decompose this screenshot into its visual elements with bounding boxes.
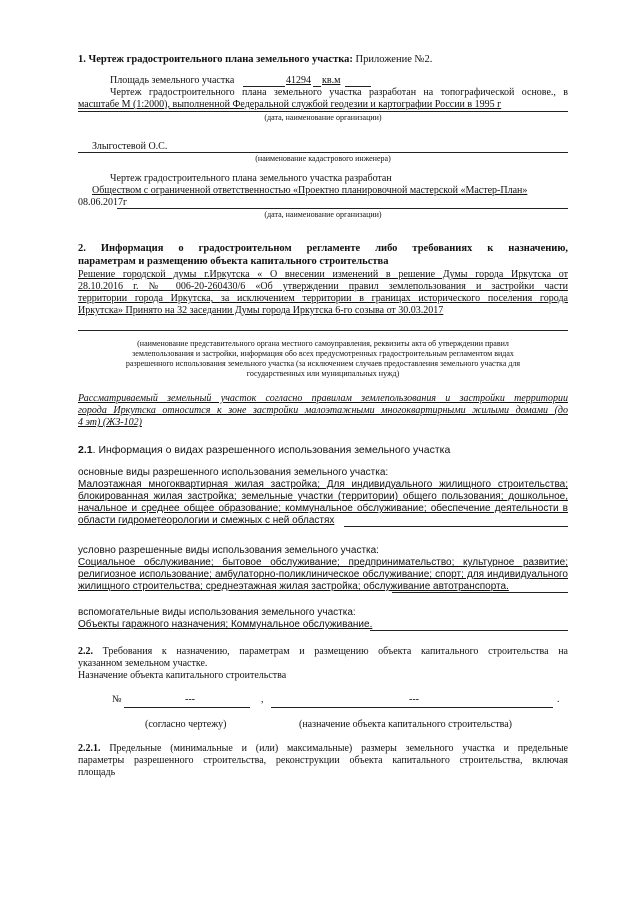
engineer-name: Злыгостевой О.С. [92,141,168,152]
decision-line-1: Решение городской думы г.Иркутска « О внесении изменений в решение Думы города Иркутска от [78,269,568,280]
section-2-2-1-line-3: площадь [78,767,116,778]
conditional-uses-line-3: жилищного строительства; среднеэтажная жилая застройка; обслуживание автотранспорта. [78,581,509,592]
section-2-2-line-3: Назначение объекта капитального строительства [78,670,287,681]
drawing-basis-rule [78,111,568,112]
section-2-heading-line-2: параметрам и размещению объекта капитального строительства [78,256,389,267]
purpose-period: . [557,694,560,705]
number-label: № [112,694,122,705]
purpose-rule [271,707,553,708]
conditional-uses-line-2: религиозное использование; амбулаторно-поликлиническое обслуживание; спорт; для индивидуального [78,569,568,580]
section-2-2-1-line-1-text: Предельные (минимальные и (или) максимальные) размеры земельного участка и предельные [100,743,568,754]
section-2-2-line-1 [78,646,568,658]
main-uses-rule [344,526,568,527]
drawing-basis-line-1: Чертеж градостроительного плана земельного участка разработан на топографической основе., в [110,87,568,98]
auxiliary-uses-rule [370,630,568,631]
number-comma: , [261,694,264,705]
purpose-value: --- [409,694,419,705]
area-value: 41294 [286,75,311,86]
auxiliary-uses-label: вспомогательные виды использования земельного участка: [78,607,356,618]
engineer-rule [78,152,568,153]
main-uses-line-2: блокированная жилая застройка; земельные участки (территории) общего пользования; дошкольное, [78,491,568,502]
main-uses-line-4: области гидрометеорологии и смежных с ней областях [78,515,335,526]
number-value: --- [185,694,195,705]
caption-purpose: (назначение объекта капитального строительства) [299,719,512,730]
main-uses-line-1: Малоэтажная многоквартирная жилая застройка; Для индивидуального жилищного строительства; [78,479,568,490]
decision-line-4: Иркутска» Принято на 32 заседании Думы города Иркутска 6-го созыва от 30.03.2017 [78,305,444,316]
zone-line-2: города Иркутска относится к зоне застройки малоэтажными многоквартирными жилыми домами (до [78,405,568,416]
section-1-title-bold: 1. Чертеж градостроительного плана земельного участка: [78,54,353,65]
decision-line-2: 28.10.2016 г. № 006-20-260430/6 «Об утверждении правил землепользования и застройки части [78,281,568,292]
section-2-1-title [78,444,450,456]
caption-date-org-2: (дата, наименование организации) [264,210,382,219]
decision-rule [78,330,568,331]
decision-note-line-2: землепользования и застройки, информация обо всех предусмотренных градостроительным регламентом видах [132,349,514,358]
conditional-uses-line-1: Социальное обслуживание; бытовое обслуживание; предпринимательство; культурное развитие; [78,557,568,568]
area-unit: кв.м [322,75,341,86]
decision-note-line-3: разрешенного использования земельного участка (за исключением случаев предоставления земельного участка для [125,359,521,368]
section-2-1-number: 2.1 [78,444,93,456]
section-1-title [78,54,432,66]
conditional-uses-rule [392,592,568,593]
auxiliary-uses-line-1: Объекты гаражного назначения; Коммунальное обслуживание. [78,619,373,630]
decision-note-line-4: государственных или муниципальных нужд) [246,369,400,378]
section-2-2-1-line-2: параметры разрешенного строительства, реконструкции объекта капитального строительства, включая [78,755,568,766]
section-2-2-line-2: указанном земельном участке. [78,658,208,669]
number-rule [124,707,250,708]
section-2-2-1-line-1 [78,743,568,755]
developer-date: 08.06.2017г [78,197,128,208]
main-uses-line-3: начальное и среднее общее образование; коммунальное обслуживание; обеспечение деятельности в [78,503,568,514]
area-label: Площадь земельного участка [110,75,235,86]
section-2-2-1-number: 2.2.1. [78,743,101,754]
decision-line-3: территории города Иркутска, за исключением территории в границах исторического поселения города [78,293,568,304]
section-2-2-number: 2.2. [78,646,93,657]
caption-drawing: (согласно чертежу) [145,719,227,730]
caption-date-org-1: (дата, наименование организации) [264,113,382,122]
zone-line-3: 4 эт) (ЖЗ-102) [78,417,142,428]
conditional-uses-label: условно разрешенные виды использования земельного участка: [78,545,379,556]
main-uses-label: основные виды разрешенного использования земельного участка: [78,467,389,478]
section-2-2-line-1-text: Требования к назначению, параметрам и размещению объекта капитального строительства на [93,646,568,657]
drawing-basis-line-2: масштабе М (1:2000), выполненной Федеральной службой геодезии и картографии России в 1995 г [78,99,502,110]
zone-line-1: Рассматриваемый земельный участок согласно правилам землепользования и застройки территории [78,393,568,404]
section-1-title-rest: Приложение №2. [352,54,433,65]
developer-rule [117,208,568,209]
caption-engineer: (наименование кадастрового инженера) [255,154,391,163]
section-2-1-title-text: . Информация о видах разрешенного использования земельного участка [92,444,451,456]
section-2-heading-line-1: 2. Информация о градостроительном регламенте либо требованиях к назначению, [78,243,568,254]
decision-note-line-1: (наименование представительного органа местного самоуправления, реквизиты акта об утверждении правил [137,339,509,348]
developer-line-2: Обществом с ограниченной ответственностью «Проектно планировочной мастерской «Мастер-План» [92,185,528,196]
developer-line-1: Чертеж градостроительного плана земельного участка разработан [110,173,392,184]
